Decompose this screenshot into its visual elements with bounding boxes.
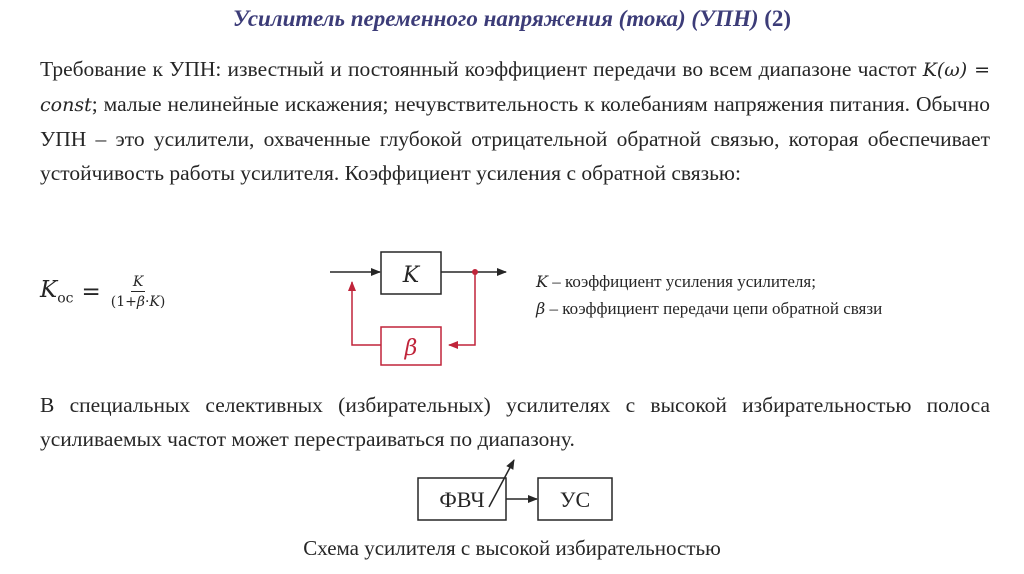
feedback-block-diagram xyxy=(330,252,506,365)
diagram-caption: Схема усилителя с высокой избирательностью xyxy=(303,536,721,560)
legend-item-beta xyxy=(536,295,882,322)
formula-equals: = xyxy=(81,279,101,305)
legend-beta-text: – коэффициент передачи цепи обратной связи xyxy=(545,299,883,318)
legend-k-symbol: K xyxy=(536,272,548,291)
selective-amplifier-diagram xyxy=(418,460,612,520)
formula-denominator: (1+β·K) xyxy=(110,294,166,310)
formula-lhs-subscript: ос xyxy=(57,290,74,307)
const-gain-formula: K(ω) = const xyxy=(40,59,990,116)
amplifier-label: K xyxy=(402,263,420,288)
selective-amplifiers-paragraph: В специальных селективных (избирательных) усилителях с высокой избирательностью полоса усиливаемых частот может перестраиваться по диапазону. xyxy=(40,393,990,451)
legend-item-k xyxy=(536,268,882,295)
formula-numerator: K xyxy=(132,274,144,290)
feedback-path-return xyxy=(352,282,381,345)
slide-title-text: Усилитель переменного напряжения (тока) (УПН) xyxy=(232,6,759,31)
hpf-label: ФВЧ xyxy=(439,487,485,512)
slide-title-number: (2) xyxy=(764,6,792,31)
feedback-label: β xyxy=(404,336,418,361)
symbol-legend xyxy=(536,268,882,322)
feedback-path-in xyxy=(449,272,475,345)
legend-k-text: – коэффициент усиления усилителя; xyxy=(547,272,816,291)
formula-lhs: $K_{ос}$ xyxy=(40,277,74,307)
amplifier-stage-label: УС xyxy=(559,487,591,512)
requirements-text-end: ; малые нелинейные искажения; нечувствительность к колебаниям напряжения питания. Обычно УПН – это усилители, охваченные глубокой отрицательной обратной связью, которая обеспечивает устойчивость работы усилителя. Коэффициент усиления с обратной связью: xyxy=(40,92,990,185)
requirements-text-start: Требование к УПН: известный и постоянный коэффициент передачи во всем диапазоне частот xyxy=(40,57,923,81)
legend-beta-symbol: β xyxy=(536,299,546,318)
